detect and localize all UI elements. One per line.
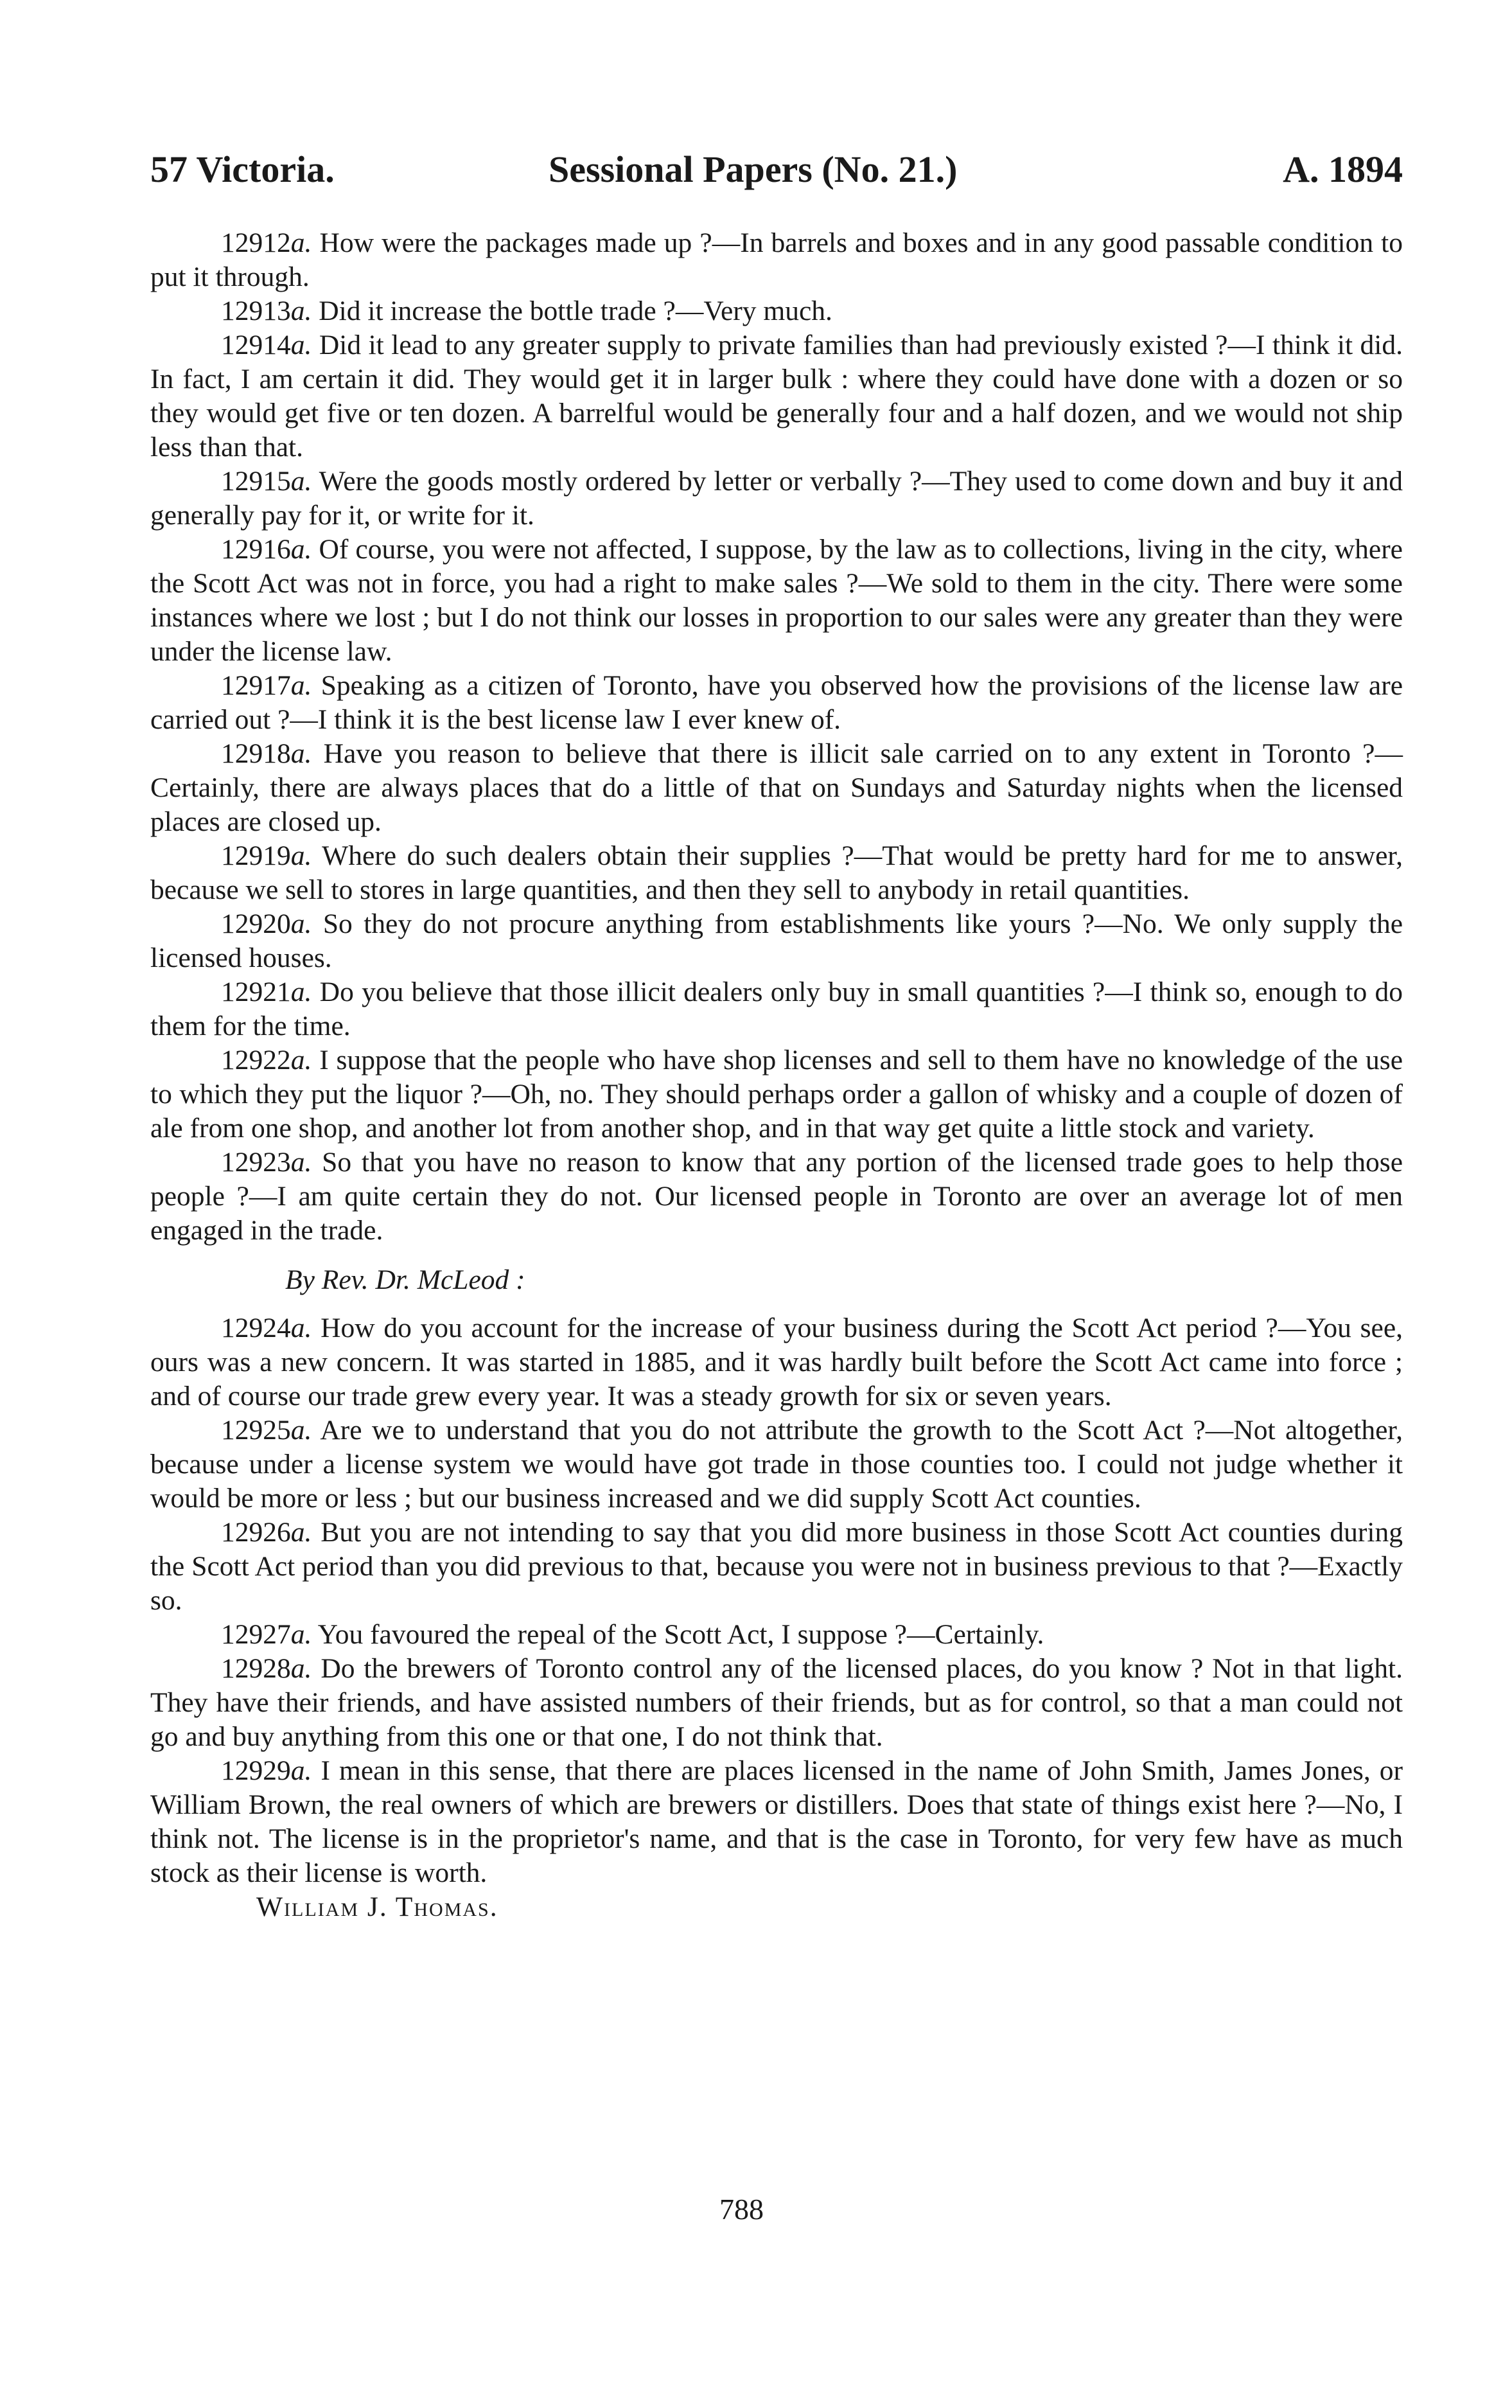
question-number: 12913a. <box>221 296 312 326</box>
entry-text: Are we to understand that you do not attribute the growth to the Scott Act ?—Not altogether, because under a license system we would have got trade in those counties too. I could not judge whether it would be more or less ; but our business increased and we did supply Scott Act counties. <box>150 1415 1403 1514</box>
question-number: 12915a. <box>221 466 312 497</box>
question-number: 12927a. <box>221 1619 312 1650</box>
entry-text: I suppose that the people who have shop licenses and sell to them have no knowledge of the use to which they put the liquor ?—Oh, no. They should perhaps order a gallon of whisky and a couple of dozen of ale from one shop, and another lot from another shop, and in that way get quite a little stock and variety. <box>150 1045 1403 1144</box>
testimony-entry <box>150 737 1403 839</box>
testimony-entry <box>150 1516 1403 1618</box>
testimony-entry <box>150 465 1403 533</box>
entry-text: Do the brewers of Toronto control any of the licensed places, do you know ? Not in that light. They have their friends, and have assisted numbers of their friends, but as for control, so that a man could not go and buy anything from this one or that one, I do not think that. <box>150 1653 1403 1752</box>
entry-text: Do you believe that those illicit dealers only buy in small quantities ?—I think so, enough to do them for the time. <box>150 977 1403 1041</box>
entry-text: How do you account for the increase of your business during the Scott Act period ?—You see, ours was a new concern. It was started in 1885, and it was hardly built before the Scott Act came into force ; and of course our trade grew every year. It was a steady growth for six or seven years. <box>150 1313 1403 1412</box>
question-number: 12929a. <box>221 1755 312 1786</box>
entry-text: How were the packages made up ?—In barrels and boxes and in any good passable condition to put it through. <box>150 227 1403 292</box>
entry-text: Did it lead to any greater supply to private families than had previously existed ?—I think it did. In fact, I am certain it did. They would get it in larger bulk : where they could have done with a dozen or so they would get five or ten dozen. A barrelful would be generally four and a half dozen, and we would not ship less than that. <box>150 330 1403 463</box>
question-number: 12919a. <box>221 840 312 871</box>
entry-text: Speaking as a citizen of Toronto, have you observed how the provisions of the license law are carried out ?—I think it is the best license law I ever knew of. <box>150 670 1403 735</box>
testimony-entry <box>150 1146 1403 1248</box>
header-publication: Sessional Papers (No. 21.) <box>549 148 958 190</box>
question-number: 12926a. <box>221 1517 312 1548</box>
examiner-heading: By Rev. Dr. McLeod : <box>285 1264 525 1295</box>
header-year: A. 1894 <box>1283 148 1403 190</box>
testimony-entry <box>150 328 1403 465</box>
entry-text: So that you have no reason to know that any portion of the licensed trade goes to help those people ?—I am quite certain they do not. Our licensed people in Toronto are over an average lot of men engaged in the trade. <box>150 1147 1403 1246</box>
question-number: 12924a. <box>221 1313 312 1343</box>
testimony-entry <box>150 1652 1403 1754</box>
testimony-entry <box>150 1413 1403 1516</box>
question-number: 12922a. <box>221 1045 312 1076</box>
entry-text: Did it increase the bottle trade ?—Very much. <box>319 296 832 326</box>
testimony-entry <box>150 839 1403 907</box>
entry-text: Have you reason to believe that there is illicit sale carried on to any extent in Toronto ?—Certainly, there are always places that do a little of that on Sundays and Saturday nights when the licensed places are closed up. <box>150 738 1403 837</box>
question-number: 12916a. <box>221 534 312 565</box>
question-number: 12912a. <box>221 227 312 258</box>
testimony-entry <box>150 669 1403 737</box>
question-number: 12921a. <box>221 977 312 1007</box>
question-number: 12914a. <box>221 330 312 360</box>
entry-text: Where do such dealers obtain their supplies ?—That would be pretty hard for me to answer, because we sell to stores in large quantities, and then they sell to anybody in retail quantities. <box>150 840 1403 905</box>
testimony-entry <box>150 533 1403 669</box>
entry-text: Of course, you were not affected, I suppose, by the law as to collections, living in the city, where the Scott Act was not in force, you had a right to make sales ?—We sold to them in the city. There were some instances where we lost ; but I do not think our losses in proportion to our sales were any greater than they were under the license law. <box>150 534 1403 667</box>
testimony-entry <box>150 1618 1403 1652</box>
question-number: 12923a. <box>221 1147 312 1178</box>
question-number: 12920a. <box>221 908 312 939</box>
testimony-entry <box>150 975 1403 1043</box>
question-number: 12918a. <box>221 738 312 769</box>
entry-text: Were the goods mostly ordered by letter or verbally ?—They used to come down and buy it and generally pay for it, or write for it. <box>150 466 1403 531</box>
testimony-entry <box>150 1754 1403 1890</box>
question-number: 12925a. <box>221 1415 312 1446</box>
header-session: 57 Victoria. <box>150 148 335 190</box>
witness-signature: William J. Thomas. <box>256 1891 498 1922</box>
running-header <box>150 148 1403 206</box>
testimony-entry <box>150 1043 1403 1146</box>
question-number: 12928a. <box>221 1653 312 1684</box>
testimony-body <box>150 226 1403 1924</box>
entry-text: You favoured the repeal of the Scott Act, I suppose ?—Certainly. <box>317 1619 1044 1650</box>
entry-text: I mean in this sense, that there are places licensed in the name of John Smith, James Jones, or William Brown, the real owners of which are brewers or distillers. Does that state of things exist here ?—No, I think not. The license is in the proprietor's name, and that is the case in Toronto, for very few have as much stock as their license is worth. <box>150 1755 1403 1888</box>
testimony-entry <box>150 907 1403 975</box>
testimony-entry <box>150 1311 1403 1413</box>
entry-text: But you are not intending to say that you did more business in those Scott Act counties during the Scott Act period than you did previous to that, because you were not in business previous to that ?—Exactly so. <box>150 1517 1403 1616</box>
entry-text: So they do not procure anything from establishments like yours ?—No. We only supply the licensed houses. <box>150 908 1403 973</box>
question-number: 12917a. <box>221 670 312 701</box>
page-number: 788 <box>719 2193 764 2226</box>
testimony-entry <box>150 226 1403 294</box>
testimony-entry <box>150 294 1403 328</box>
